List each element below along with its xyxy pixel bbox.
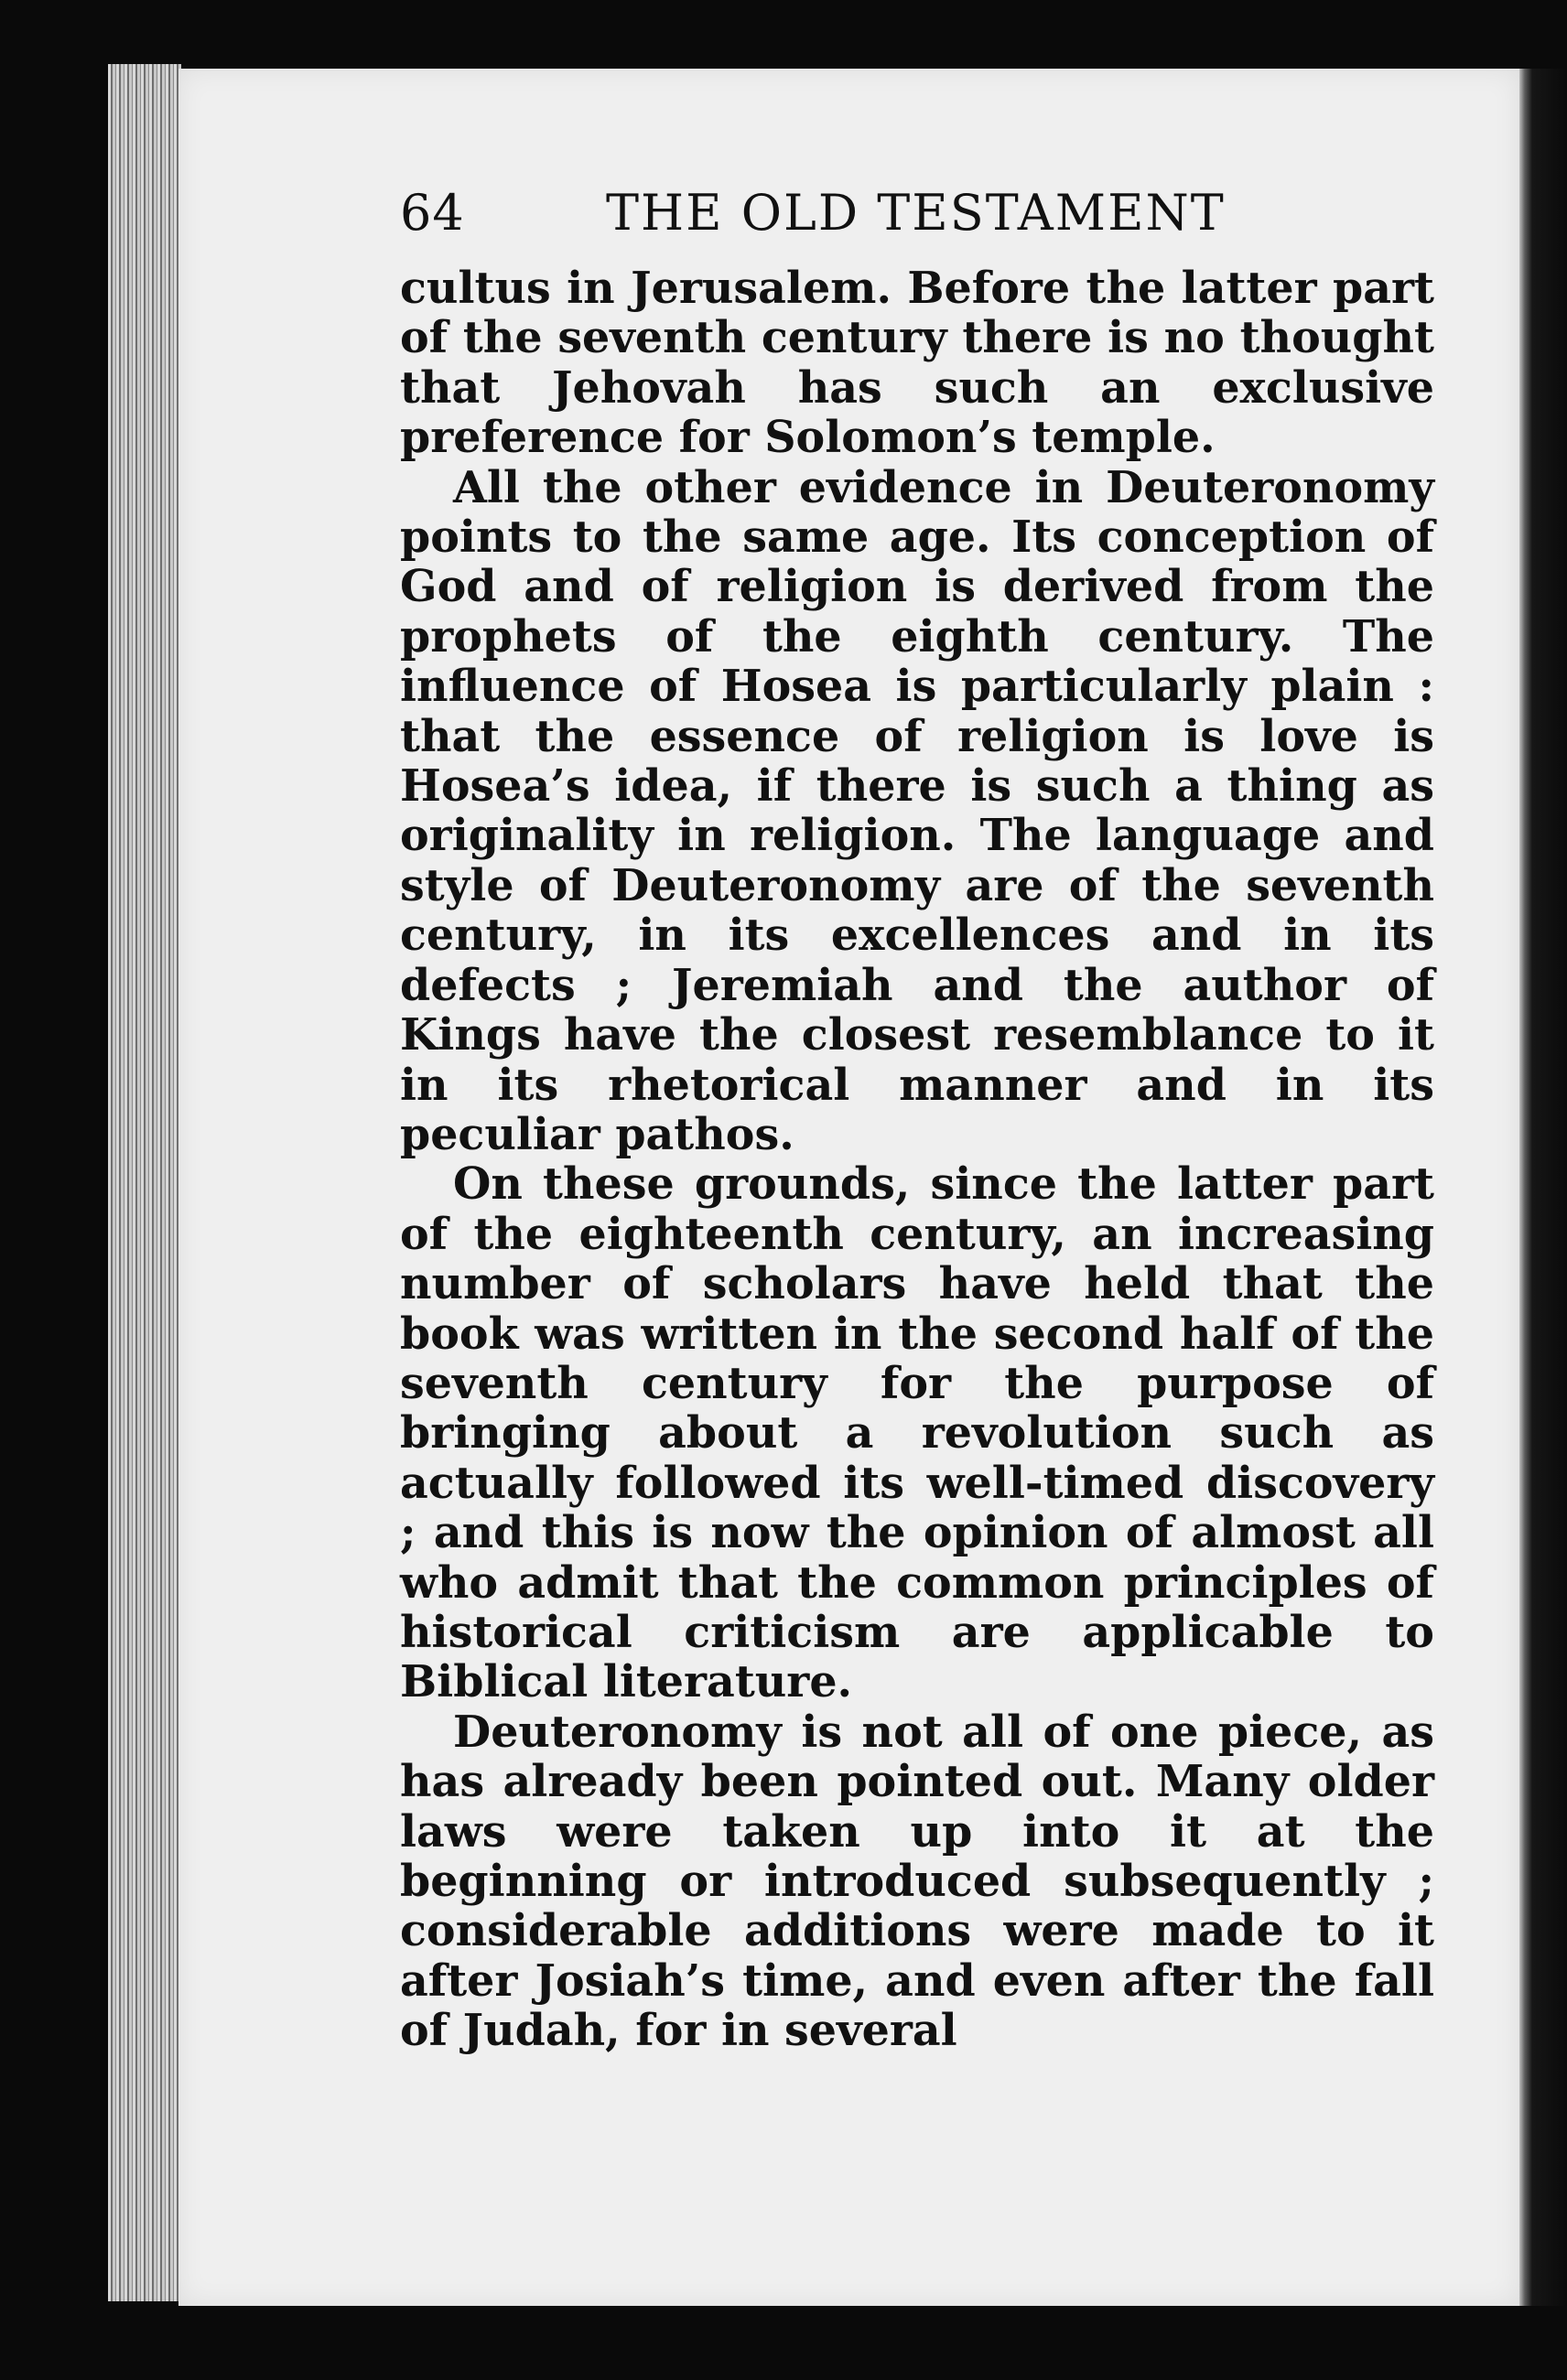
running-head-title: THE OLD TESTAMENT <box>606 184 1226 242</box>
page-edges <box>108 64 181 2301</box>
paragraph-2: All the other evidence in Deuteronomy points to the same age. Its conception of God and of religion is derived from the prophets of the eighth century. The influence of Hosea is particularly plain : that the essence of religion is love is Hosea’s idea, if there is such a thing as originality in religion. The language and style of Deuteronomy are of the seventh century, in its excellences and in its defects ; Jeremiah and the author of Kings have the closest resemblance to it in its rhetorical manner and in its peculiar pathos. <box>400 461 1434 1160</box>
paragraph-3: On these grounds, since the latter part of the eighteenth century, an increasing number of scholars have held that the book was written in the second half of the seventh century for the purpose of bringing about a revolution such as actually followed its well-timed discovery ; and this is now the opinion of almost all who admit that the common principles of historical criticism are applicable to Biblical literature. <box>400 1158 1434 1708</box>
text-block <box>400 181 1434 2056</box>
paragraph-1: cultus in Jerusalem. Before the latter part of the seventh century there is no thought that Jehovah has such an exclusive preference for Solomon’s temple. <box>400 263 1434 464</box>
paragraph-4: Deuteronomy is not all of one piece, as has already been pointed out. Many older laws were taken up into it at the beginning or introduced subsequently ; considerable additions were made to it after Josiah’s time, and even after the fall of Judah, for in several <box>400 1706 1434 2057</box>
page-right-edge <box>1519 69 1567 2306</box>
body-text <box>400 264 1434 2056</box>
page-number: 64 <box>400 184 465 242</box>
running-head <box>400 181 1434 245</box>
